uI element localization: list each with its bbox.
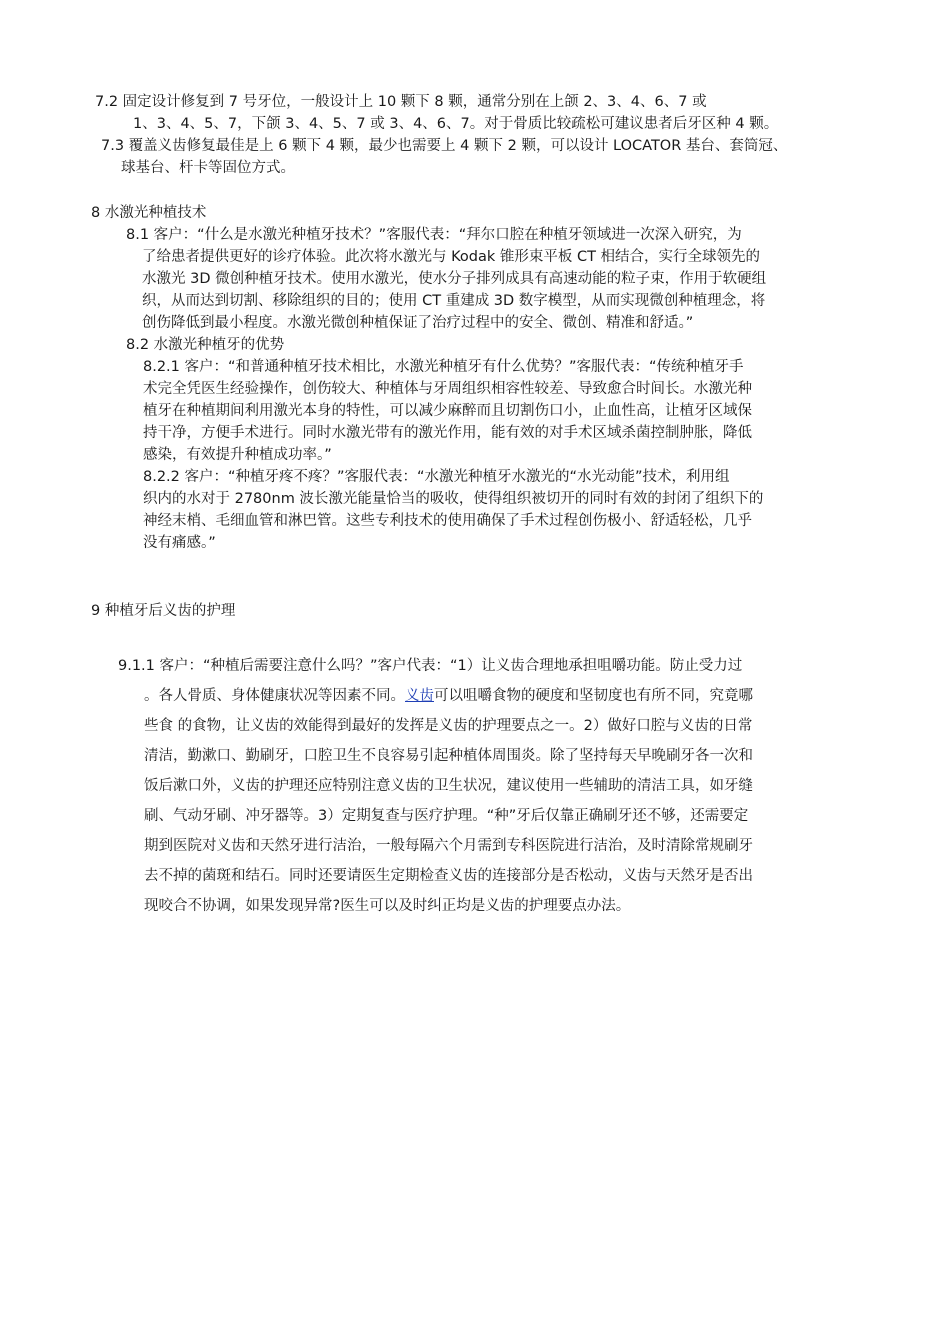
dentures-link[interactable]: 义齿	[405, 688, 434, 704]
section-8-1	[126, 224, 766, 334]
section-8-2-heading-text: 8.2 水激光种植牙的优势	[126, 337, 285, 353]
section-7-2	[95, 91, 778, 135]
section-7-2-line-1: 7.2 固定设计修复到 7 号牙位，一般设计上 10 颗下 8 颗，通常分别在上颌 2、3、4、6、7 或	[95, 94, 707, 110]
section-9-1-1-line: 清洁，勤漱口、勤刷牙，口腔卫生不良容易引起种植体周围炎。除了坚持每天早晚刷牙各一次和	[144, 748, 753, 764]
section-7-3	[101, 135, 787, 179]
section-8-2-1-line: 8.2.1 客户：“和普通种植牙技术相比，水激光种植牙有什么优势？”客服代表：“传统种植牙手	[143, 359, 744, 375]
section-8-1-line: 创伤降低到最小程度。水激光微创种植保证了治疗过程中的安全、微创、精准和舒适。”	[142, 315, 694, 331]
section-8-2-1-line: 感染，有效提升种植成功率。”	[143, 447, 332, 463]
section-8-2-1-line: 术完全凭医生经验操作，创伤较大、种植体与牙周组织相容性较差、导致愈合时间长。水激光种	[143, 381, 752, 397]
section-8-1-line: 8.1 客户：“什么是水激光种植牙技术？”客服代表：“拜尔口腔在种植牙领域进一次深入研究，为	[126, 227, 742, 243]
section-9-1-1-line: 些食 的食物，让义齿的效能得到最好的发挥是义齿的护理要点之一。2）做好口腔与义齿的日常	[144, 718, 753, 734]
section-9-heading	[91, 600, 235, 622]
section-7-3-line-2: 球基台、杆卡等固位方式。	[121, 160, 295, 176]
section-8-2-2	[143, 466, 763, 554]
section-8-1-line: 织，从而达到切割、移除组织的目的；使用 CT 重建成 3D 数字模型，从而实现微创种植理念，将	[142, 293, 766, 309]
line-2-tail-text: 可以咀嚼食物的硬度和坚韧度也有所不同，究竟哪	[434, 688, 753, 704]
section-9-1-1-line: 现咬合不协调，如果发现异常?医生可以及时纠正均是义齿的护理要点办法。	[144, 898, 631, 914]
section-7-2-line-2: 1、3、4、5、7，下颌 3、4、5、7 或 3、4、6、7。对于骨质比较疏松可建议患者后牙区种 4 颗。	[133, 116, 779, 132]
section-8-2-2-line: 神经末梢、毛细血管和淋巴管。这些专利技术的使用确保了手术过程创伤极小、舒适轻松，几乎	[143, 513, 752, 529]
section-8-heading-text: 8 水激光种植技术	[91, 205, 207, 221]
section-8-2-heading	[126, 334, 284, 356]
section-8-2-1-line: 植牙在种植期间利用激光本身的特性，可以减少麻醉而且切割伤口小，止血性高，让植牙区域保	[143, 403, 752, 419]
section-9-1-1-line	[144, 681, 753, 711]
section-8-2-1	[143, 356, 752, 466]
section-8-2-1-line: 持干净，方便手术进行。同时水激光带有的激光作用，能有效的对手术区域杀菌控制肿胀，降低	[143, 425, 752, 441]
section-8-1-line: 了给患者提供更好的诊疗体验。此次将水激光与 Kodak 锥形束平板 CT 相结合，实行全球领先的	[142, 249, 761, 265]
section-9-1-1-line: 9.1.1 客户：“种植后需要注意什么吗？”客户代表：“1）让义齿合理地承担咀嚼功能。防止受力过	[118, 658, 743, 674]
section-8-1-line: 水激光 3D 微创种植牙技术。使用水激光，使水分子排列成具有高速动能的粒子束，作用于软硬组	[142, 271, 767, 287]
section-9-heading-text: 9 种植牙后义齿的护理	[91, 603, 236, 619]
section-8-2-2-line: 没有痛感。”	[143, 535, 216, 551]
section-9-1-1-line: 刷、气动牙刷、冲牙器等。3）定期复查与医疗护理。“种”牙后仅靠正确刷牙还不够，还需要定	[144, 808, 749, 824]
section-8-2-2-line: 织内的水对于 2780nm 波长激光能量恰当的吸收，使得组织被切开的同时有效的封闭了组织下的	[143, 491, 764, 507]
section-8-2-2-line: 8.2.2 客户：“种植牙疼不疼？”客服代表：“水激光种植牙水激光的“水光动能”技术，利用组	[143, 469, 730, 485]
section-8-heading	[91, 202, 206, 224]
section-9-1-1-line: 去不掉的菌斑和结石。同时还要请医生定期检查义齿的连接部分是否松动，义齿与天然牙是否出	[144, 868, 753, 884]
section-9-1-1-line: 饭后漱口外，义齿的护理还应特别注意义齿的卫生状况，建议使用一些辅助的清洁工具，如牙缝	[144, 778, 753, 794]
section-9-1-1	[118, 651, 753, 921]
section-7-3-line-1: 7.3 覆盖义齿修复最佳是上 6 颗下 4 颗，最少也需要上 4 颗下 2 颗，可以设计 LOCATOR 基台、套筒冠、	[101, 138, 788, 154]
line-2-lead-text: 。各人骨质、身体健康状况等因素不同。	[144, 688, 405, 704]
section-9-1-1-line: 期到医院对义齿和天然牙进行洁治，一般每隔六个月需到专科医院进行洁治，及时清除常规刷牙	[144, 838, 753, 854]
